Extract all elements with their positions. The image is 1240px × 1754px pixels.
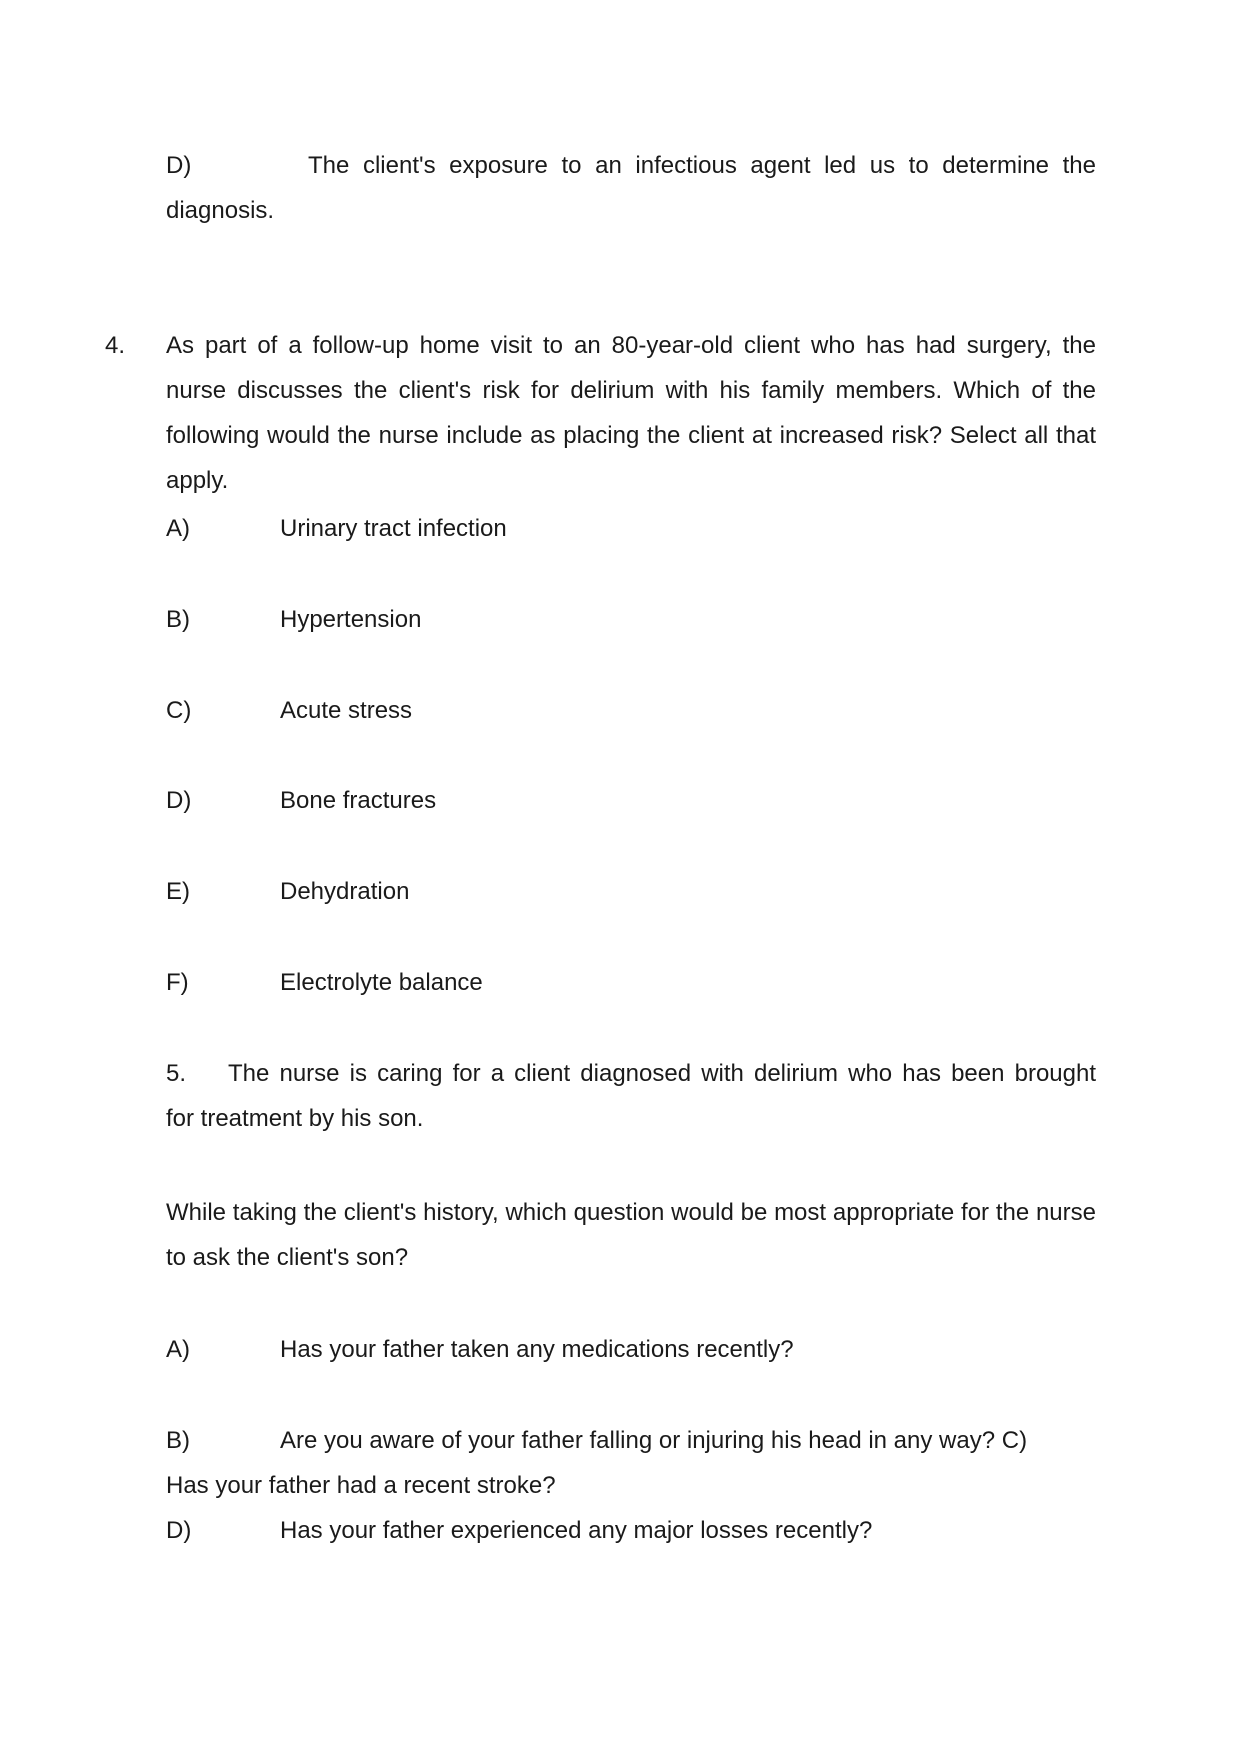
question-number: 5. [166,1060,187,1087]
answer-option [166,1418,1096,1463]
q3-option-d-continuation: diagnosis. [166,197,275,224]
question-stem-continuation: for treatment by his son. [166,1105,424,1132]
option-text: Dehydration [280,878,410,905]
answer-option [166,597,1096,642]
option-text: Has your father taken any medications recently? [280,1336,794,1363]
option-text: Acute stress [280,697,413,724]
option-letter: C) [166,697,192,724]
question-5-first-line [166,1051,1096,1096]
question-stem-2: While taking the client's history, which question would be most appropriate for the nurse to ask the client's son? [166,1199,1096,1271]
option-letter: B) [166,606,190,633]
answer-option [166,778,1096,823]
option-letter: D) [166,152,192,179]
q3-option-d [166,143,1096,188]
option-letter: D) [166,787,192,814]
option-letter: A) [166,1336,190,1363]
option-text: Bone fractures [280,787,437,814]
option-letter: F) [166,969,189,996]
option-letter: A) [166,515,190,542]
question-stem: The nurse is caring for a client diagnosed with delirium who has been brought [228,1060,1096,1087]
option-letter: B) [166,1427,190,1454]
answer-option [166,688,1096,733]
question-stem: As part of a follow-up home visit to an 80-year-old client who has had surgery, the nurse discusses the client's risk for delirium with his family members. Which of the following would the nurse include as placing the client at increased risk? Select all that apply. [166,332,1096,494]
option-text: Hypertension [280,606,422,633]
answer-option [166,1508,1096,1553]
option-text: The client's exposure to an infectious agent led us to determine the [308,152,1096,179]
option-text: Has your father experienced any major losses recently? [280,1517,873,1544]
option-text: Electrolyte balance [280,969,483,996]
option-text: Are you aware of your father falling or injuring his head in any way? C) [280,1427,1028,1454]
answer-option [166,960,1096,1005]
answer-option [166,869,1096,914]
question-number: 4. [105,332,126,359]
option-text: Urinary tract infection [280,515,507,542]
answer-option [166,1327,1096,1372]
option-letter: D) [166,1517,192,1544]
option-letter: E) [166,878,190,905]
answer-option-continuation: Has your father had a recent stroke? [166,1472,556,1499]
answer-option [166,506,1096,551]
